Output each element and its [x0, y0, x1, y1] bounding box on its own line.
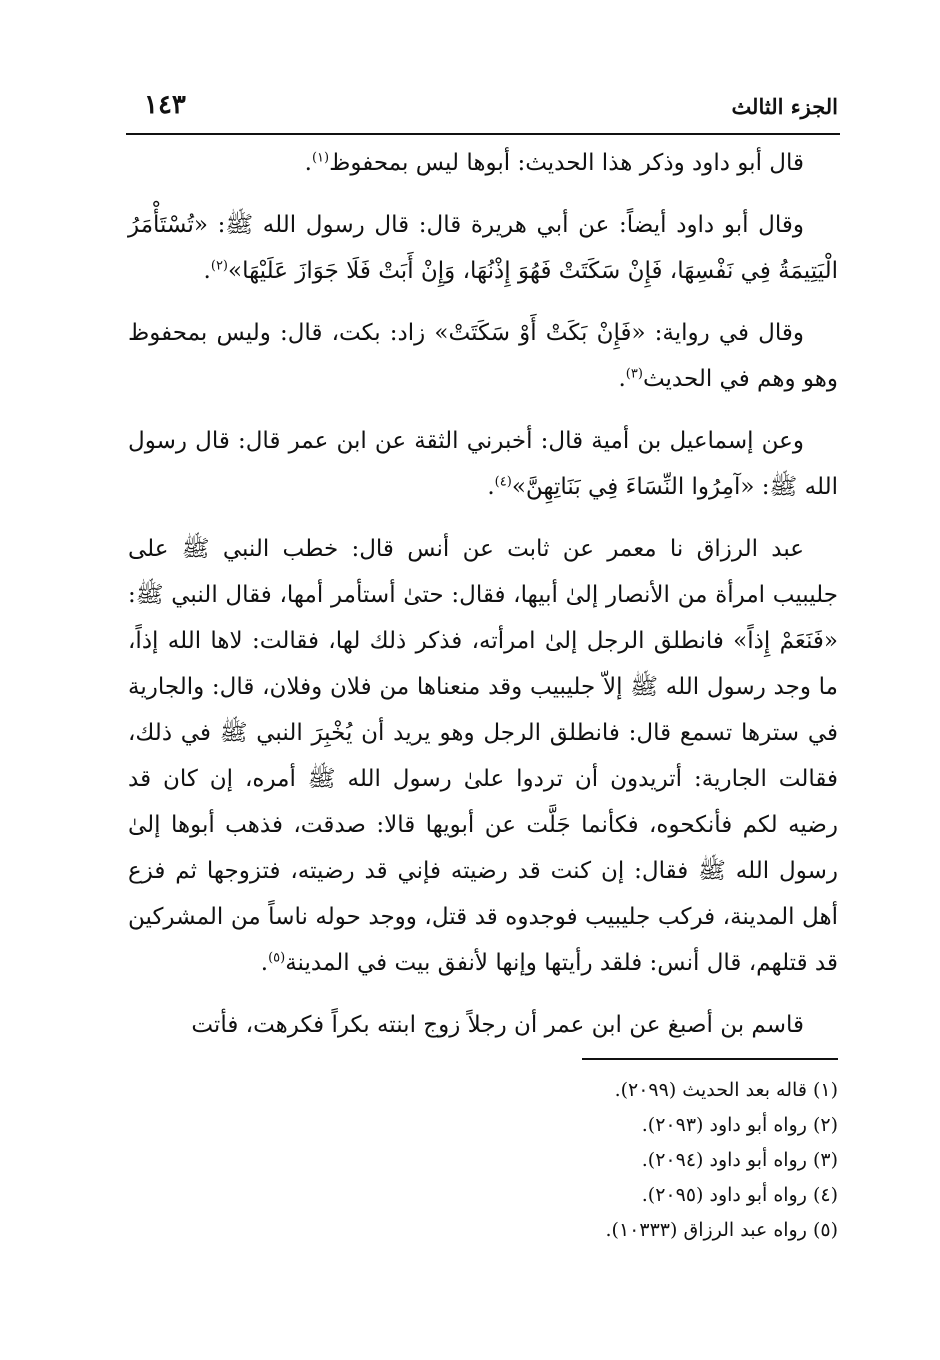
- paragraph-5: [128, 526, 838, 986]
- paragraph-2: [128, 202, 838, 294]
- volume-title: الجزء الثالث: [731, 94, 838, 119]
- paragraph-tail: .: [618, 366, 626, 392]
- page-number: ١٤٣: [144, 90, 186, 120]
- footnote-ref: (٥): [268, 950, 286, 966]
- footnotes: [128, 1073, 838, 1248]
- main-text: [128, 140, 838, 1064]
- paragraph-text: عبد الرزاق نا معمر عن ثابت عن أنس قال: خطب النبي ﷺ على جليبيب امرأة من الأنصار إلىٰ أبيها، فقال: حتىٰ أستأمر أمها، فقال النبي ﷺ: «فَنَعَمْ إِذاً» فانطلق الرجل إلىٰ امرأته، فذكر ذلك لها، فقالت: لاها الله إذاً، ما وجد رسول الله ﷺ إلاّ جليبيب وقد منعناها من فلان وفلان، قال: والجارية في سترها تسمع قال: فانطلق الرجل وهو يريد أن يُخْبِرَ النبي ﷺ في ذلك، فقالت الجارية: أتريدون أن تردوا علىٰ رسول الله ﷺ أمره، إن كان قد رضيه لكم فأنكحوه، فكأنما جَلَّت عن أبويها قالا: صدقت، فذهب أبوها إلىٰ رسول الله ﷺ فقال: إن كنت قد رضيته فإني قد رضيته، فتزوجها ثم فزع أهل المدينة، فركب جليبيب فوجدوه قد قتل، ووجد حوله ناساً من المشركين قد قتلهم، قال أنس: فلقد رأيتها وإنها لأنفق بيت في المدينة: [128, 536, 838, 976]
- paragraph-3: [128, 310, 838, 402]
- footnote-divider: [582, 1058, 838, 1060]
- footnote-5: (٥) رواه عبد الرزاق (١٠٣٣٣).: [605, 1219, 838, 1241]
- paragraph-6: [128, 1002, 838, 1048]
- running-header: [128, 88, 838, 128]
- footnote-ref: (١): [311, 150, 330, 166]
- footnote-3: (٣) رواه أبو داود (٢٠٩٤).: [641, 1149, 838, 1171]
- footnote-ref: (٤): [494, 474, 512, 490]
- paragraph-tail: .: [260, 950, 269, 976]
- paragraph-text: وعن إسماعيل بن أمية قال: أخبرني الثقة عن ابن عمر قال: قال رسول الله ﷺ: «آمِرُوا النِّسَاءَ فِي بَنَاتِهِنَّ»: [128, 428, 838, 500]
- paragraph-tail: .: [487, 474, 495, 500]
- footnote-ref: (٢): [210, 258, 228, 274]
- footnote-4: (٤) رواه أبو داود (٢٠٩٥).: [641, 1184, 838, 1206]
- header-divider: [126, 133, 840, 135]
- paragraph-4: [128, 418, 838, 510]
- footnote-1: (١) قاله بعد الحديث (٢٠٩٩).: [614, 1079, 838, 1101]
- paragraph-text: وقال أبو داود أيضاً: عن أبي هريرة قال: قال رسول الله ﷺ: «تُسْتَأْمَرُ الْيَتِيمَةُ فِي نَفْسِهَا، فَإِنْ سَكَتَتْ فَهُوَ إِذْنُهَا، وَإِنْ أَبَتْ فَلَا جَوَازَ عَلَيْهَا»: [128, 212, 838, 284]
- paragraph-text: وقال في رواية: «فَإِنْ بَكَتْ أَوْ سَكَتَتْ» زاد: بكت، قال: وليس بمحفوظ وهو وهم في الحديث: [128, 320, 838, 392]
- paragraph-tail: .: [304, 150, 312, 176]
- paragraph-tail: .: [203, 258, 211, 284]
- footnote-2: (٢) رواه أبو داود (٢٠٩٣).: [641, 1114, 838, 1136]
- paragraph-1: [128, 140, 838, 186]
- paragraph-text: قال أبو داود وذكر هذا الحديث: أبوها ليس بمحفوظ: [329, 150, 804, 176]
- paragraph-text: قاسم بن أصبغ عن ابن عمر أن رجلاً زوج ابنته بكراً فكرهت، فأتت: [191, 1012, 804, 1038]
- footnote-ref: (٣): [625, 366, 643, 382]
